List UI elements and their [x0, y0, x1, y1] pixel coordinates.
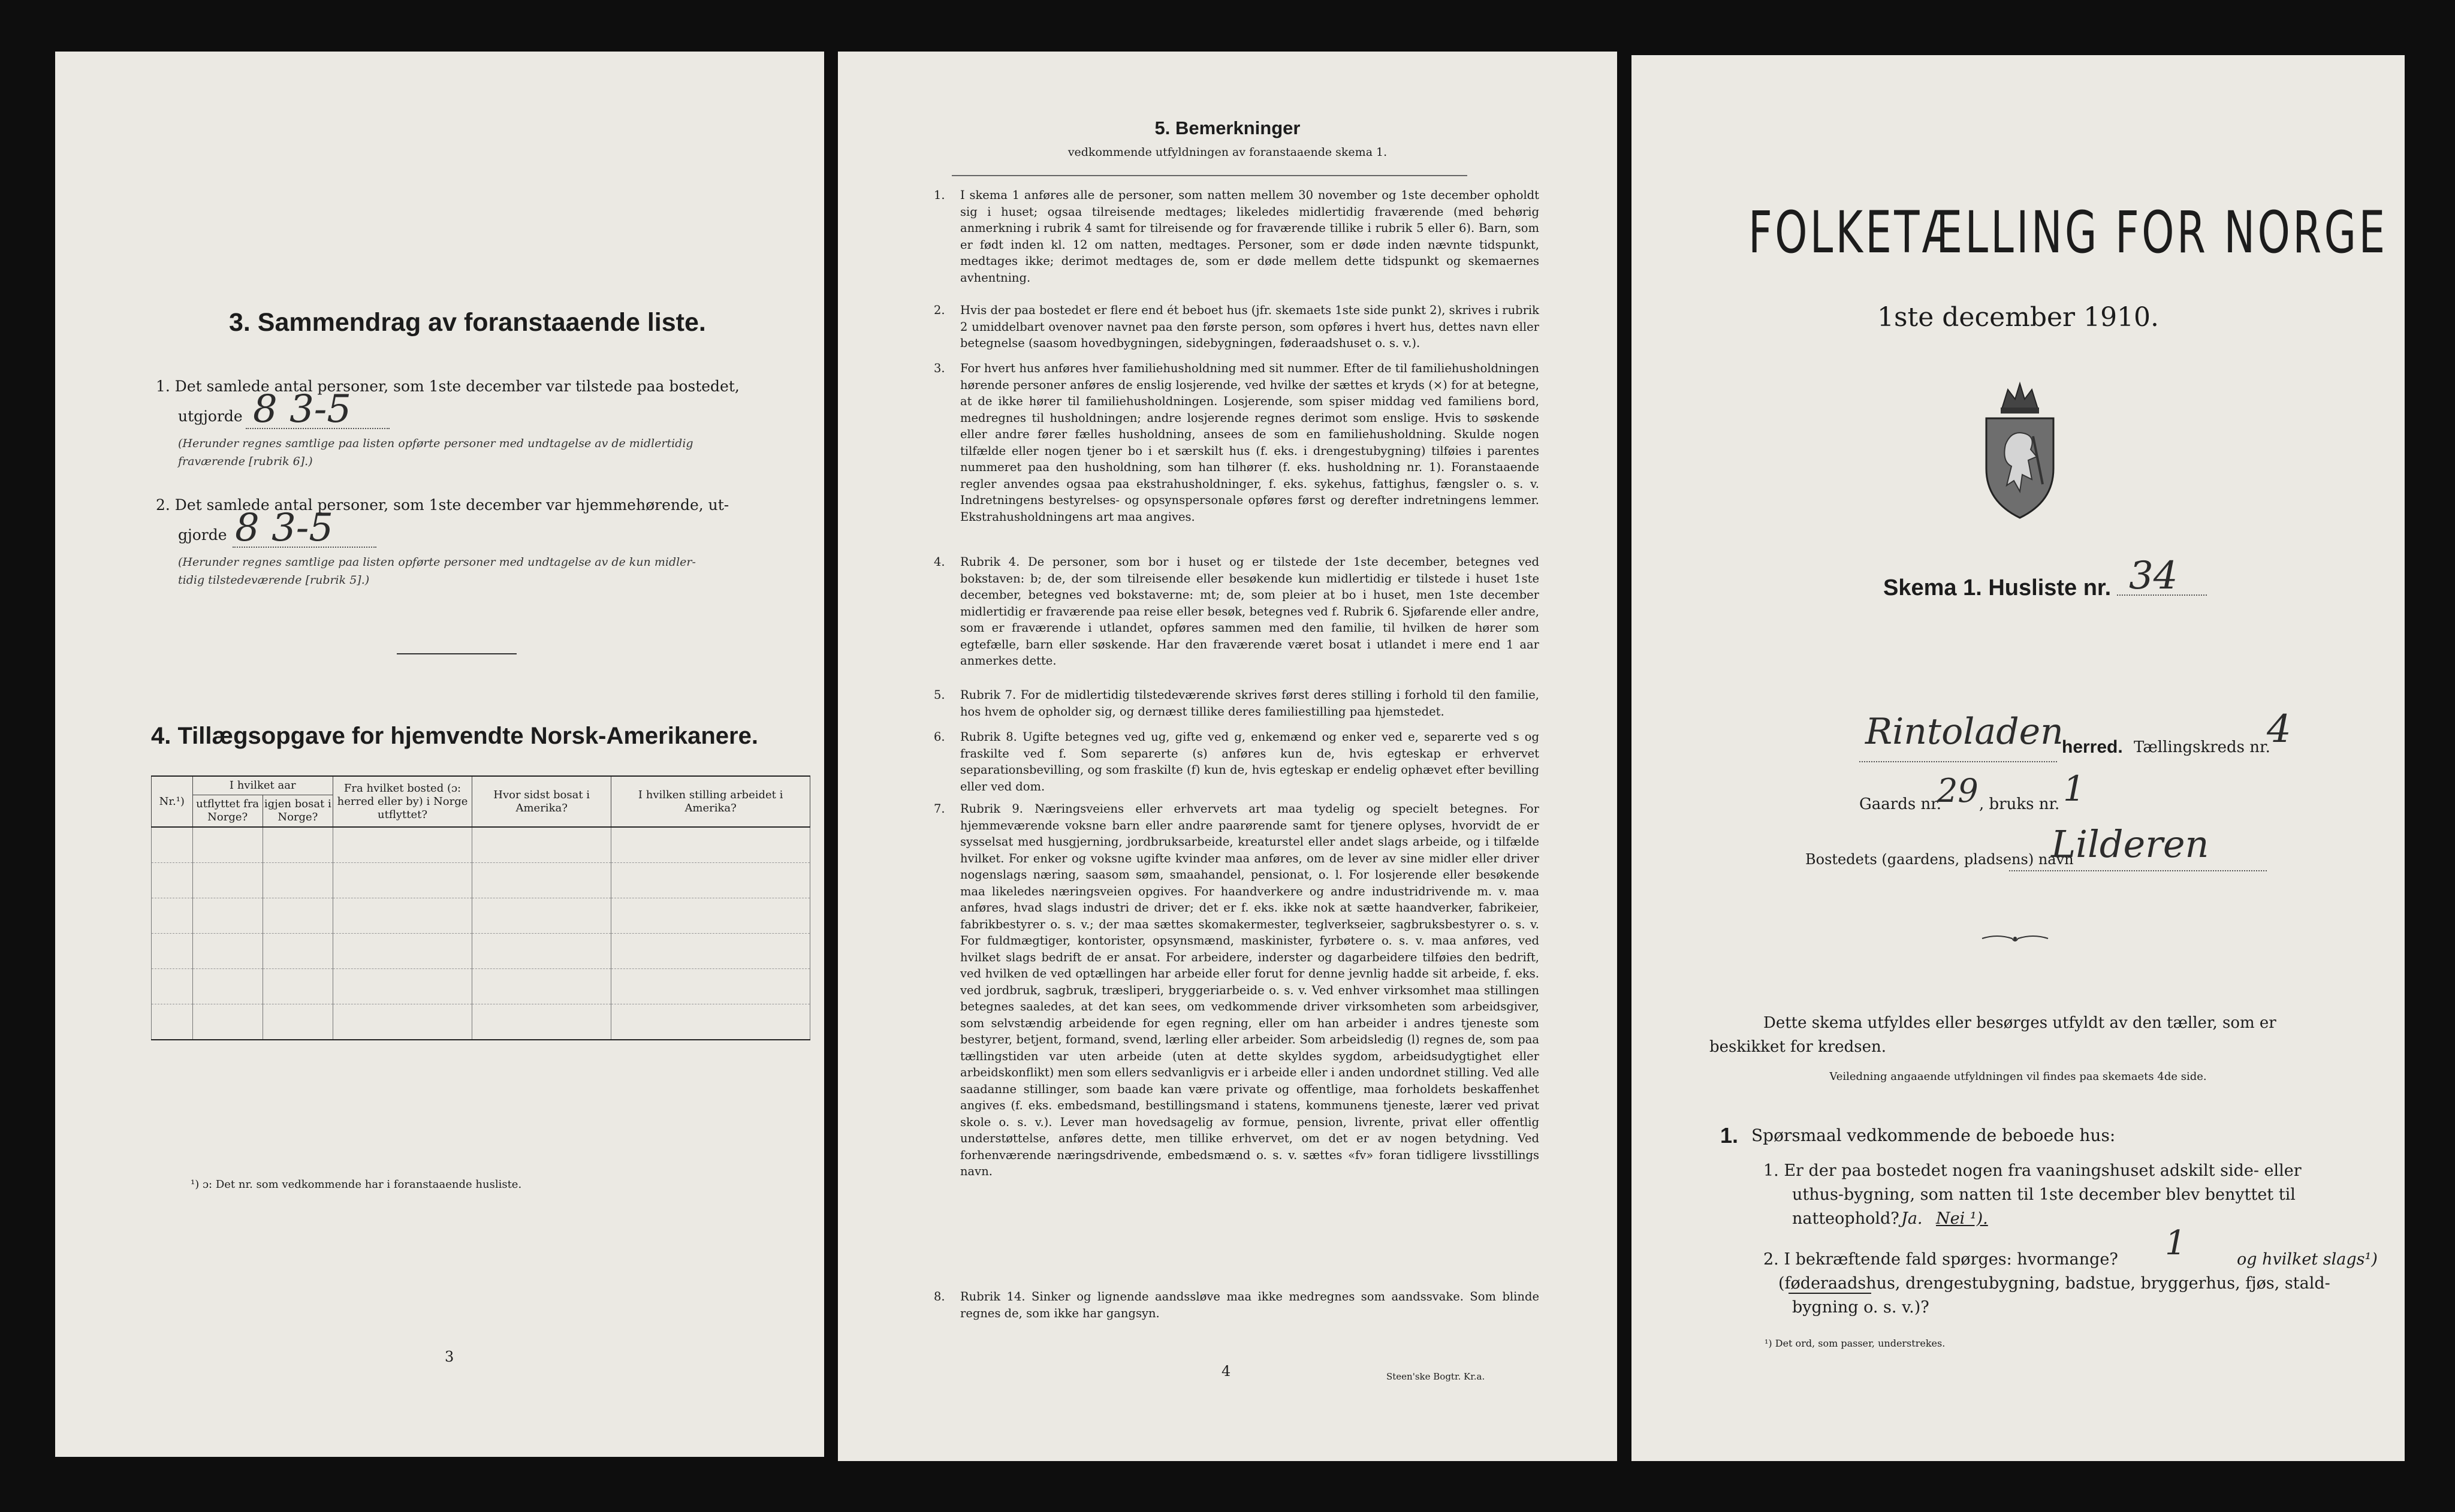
col-from-place: Fra hvilket bosted (ɔ: herred eller by) i Norge utflyttet?	[333, 776, 472, 827]
bosted-name: Lilderen	[2051, 822, 2209, 866]
kreds-number: 4	[2267, 707, 2291, 752]
remark-num: 4.	[934, 555, 945, 569]
norsk-amerikanere-table	[151, 775, 810, 1040]
remark-num: 5.	[934, 688, 945, 702]
question-2-line-2: (føderaadshus, drengestubygning, badstue, bryggerhus, fjøs, stald-	[1778, 1274, 2330, 1293]
page-3	[55, 52, 824, 1457]
question-1-line-2: uthus-bygning, som natten til 1ste december blev benyttet til	[1792, 1185, 2296, 1204]
remark-num: 3.	[934, 361, 945, 375]
remark-8	[934, 1288, 1539, 1321]
item-2-note-1: (Herunder regnes samtlige paa listen opførte personer med undtagelse av de kun midler-	[178, 556, 696, 569]
bosted-dotline	[2009, 870, 2267, 871]
remark-text: For hvert hus anføres hver familiehusholdning med sit nummer. Efter de til familiehusholdningen hørende personer anføres de enslig losjerende, ved hvilke der sættes et kryds (×) for at betegne, at de ikke hører til familiehusholdningen. Losjerende, som spiser middag ved familiens bord, medregnes til husholdningen; andre losjerende regnes derimot som enslige. Hvis to søskende eller andre fører fælles husholdning, ansees de som en familiehusholdning. Skulde nogen tilfælde eller nogen tjener bo i et særskilt hus (f. eks. i drengestubygning) tilføies i parentes nummeret paa den husholdning, som han tilhører (f. eks. husholdning nr. 1). Foranstaaende regler anvendes ogsaa paa ekstrahusholdninger, f. eks. sykehus, fattighus, fængsler o. s. v. Indretningens bestyrelses- og opsynspersonale opføres først og derefter indretningens lemmer. Ekstrahusholdningens art maa angives.	[960, 361, 1539, 524]
item-1-note-2: fraværende [rubrik 6].)	[178, 455, 313, 468]
guidance-note: Veiledning angaaende utfyldningen vil findes paa skemaets 4de side.	[1829, 1070, 2207, 1083]
bruks-number: 1	[2063, 768, 2085, 809]
remark-num: 1.	[934, 188, 945, 202]
foderaadshus-underline	[1789, 1293, 1871, 1294]
page-1	[1631, 55, 2405, 1461]
remark-1	[934, 187, 1539, 286]
bruks-label: , bruks nr.	[1979, 795, 2060, 813]
answer-ja: Ja.	[1901, 1209, 1923, 1228]
answer-nei: Nei ¹).	[1936, 1209, 1988, 1228]
col-nr: Nr.¹)	[152, 776, 193, 827]
table-row	[152, 969, 810, 1004]
question-1-line-3: natteophold?	[1792, 1209, 1899, 1228]
remark-text: I skema 1 anføres alle de personer, som natten mellem 30 november og 1ste december opholdt sig i huset; ogsaa tilreisende medtages; likeledes midlertidig fraværende (med behørig anmerkning i rubrik 4 samt for tilreisende og for fraværende tillike i rubrik 5 eller 6). Barn, som er født inden kl. 12 om natten, medtages. Personer, som er døde inden nævnte tidspunkt, medtages ikke; derimot medtages de, som er døde mellem dette tidspunkt og skemaernes avhentning.	[960, 188, 1539, 285]
page-4	[838, 52, 1617, 1461]
remark-num: 6.	[934, 730, 945, 744]
schema-label: Skema 1. Husliste nr.	[1883, 575, 2112, 600]
remark-text: Rubrik 4. De personer, som bor i huset og er tilstede der 1ste december, betegnes ved bokstaven: b; de, der som tilreisende eller besøkende kun midlertidig er tilstede i huset 1ste december, betegnes ved bokstaverne: mt; de, som pleier at bo i huset, men 1ste december midlertidig er fraværende paa reise eller besøk, betegnes ved f. Rubrik 6. Sjøfarende eller andre, som er fraværende i utlandet, opføres sammen med den familie, til hvilken de hører som egtefælle, barn eller søskende. Har den fraværende været bosat i utlandet i mere end 1 aar anmerkes dette.	[960, 555, 1539, 668]
bosted-label: Bostedets (gaardens, pladsens) navn	[1805, 851, 2074, 868]
ornament-divider-icon	[1979, 931, 2051, 946]
item-1-note-1: (Herunder regnes samtlige paa listen opførte personer med undtagelse av de midlertidig	[178, 437, 693, 450]
summary-item-2: 2. Det samlede antal personer, som 1ste december var hjemmehørende, ut-	[156, 496, 729, 514]
norwegian-coat-of-arms-icon	[1978, 379, 2062, 523]
table-row	[152, 863, 810, 898]
intro-line-2: beskikket for kredsen.	[1709, 1038, 1886, 1056]
question-2-line-3: bygning o. s. v.)?	[1792, 1298, 1929, 1317]
remark-text: Rubrik 8. Ugifte betegnes ved ug, gifte ved g, enkemænd og enker ved e, separerte ved s og fraskilte ved f. Som separerte (s) anføres kun de, hvis egteskap er erhvervet separationsbevilling, og som fraskilte (f) kun de, hvis egteskap er endelig ophævet efter bevilling eller ved dom.	[960, 730, 1539, 793]
norsk-amerikanere-heading: 4. Tillægsopgave for hjemvendte Norsk-Amerikanere.	[151, 723, 758, 749]
item-1-handwritten-count: 8 3-5	[253, 387, 352, 431]
printer-imprint: Steen'ske Bogtr. Kr.a.	[1386, 1371, 1485, 1382]
question-2-count: 1	[2165, 1224, 2186, 1263]
remark-2	[934, 302, 1539, 352]
table-row	[152, 1004, 810, 1040]
page-1-footnote: ¹) Det ord, som passer, understrekes.	[1765, 1338, 1946, 1349]
remark-text: Rubrik 7. For de midlertidig tilstedeværende skrives først deres stilling i forhold til den familie, hos hvem de opholder sig, og dernæst tillike deres familiestilling paa hjemstedet.	[960, 688, 1539, 719]
table-row	[152, 934, 810, 969]
item-2-note-2: tidig tilstedeværende [rubrik 5].)	[178, 574, 370, 587]
summary-item-2-prefix: gjorde	[178, 526, 227, 544]
main-title: FOLKETÆLLING FOR NORGE	[1748, 199, 2388, 266]
remark-num: 7.	[934, 802, 945, 816]
kreds-label: Tællingskreds nr.	[2134, 738, 2270, 756]
husliste-number: 34	[2129, 554, 2178, 598]
herred-label: herred.	[2062, 737, 2123, 757]
remark-text: Rubrik 9. Næringsveiens eller erhvervets art maa tydelig og specielt betegnes. For hjemmeværende voksne barn eller andre paarørende samt for tjenere oplyses, hvorvidt de er sysselsat med husgjerning, jordbruksarbeide, kreaturstel eller andet slags arbeide, og i tilfælde hvilket. For enker og voksne ugifte kvinder maa anføres, om de lever av sine midler eller driver nogenslags næring, saasom søm, smaahandel, pensionat, o. l. For losjerende eller besøkende maa likeledes næringsveien opgives. For haandverkere og andre industridrivende m. v. maa anføres, hvad slags industri de driver; det er f. eks. ikke nok at sætte haandverker, fabrikeier, fabrikbestyrer o. s. v.; der maa sættes skomakermester, teglverkseier, sagbruksbestyrer o. s. v. For fuldmægtiger, kontorister, opsynsmænd, maskinister, fyrbøtere o. s. v. maa anføres, ved hvilket slags bedrift de er ansat. For arbeidere, inderster og dagarbeidere tilføies den bedrift, ved hvilken de ved optællingen har arbeide eller forut for denne jevnlig hadde sit arbeide, f. eks. ved jordbruk, sagbruk, træsliperi, bryggeriarbeide o. s. v. Ved enhver virksomhet maa stillingen betegnes saaledes, at det kan sees, om vedkommende driver virksomheten som arbeidsgiver, som selvstændig arbeidende for egen regning, eller om han arbeider i andres tjeneste som bestyrer, betjent, formand, svend, lærling eller arbeider. Som arbeidsledig (l) regnes de, som paa tællingstiden var uten arbeide (uten at dette skyldes sygdom, arbeidsudygtighet eller arbeidskonflikt) men som ellers sedvanligvis er i arbeide eller i anden undordnet stilling. Ved alle saadanne stillinger, som baade kan være private og offentlige, maa forholdets beskaffenhet angives (f. eks. embedsmand, bestillingsmand i statens, kommunens tjeneste, lærer ved privat skole o. s. v.). Lever man hovedsagelig av formue, pension, livrente, privat eller offentlig understøttelse, anføres dette, men tillike erhvervet, om det er av nogen betydning. Ved forhenværende næringsdrivende, embedsmænd o. s. v. sættes «fv» foran tidligere livsstillings navn.	[960, 802, 1539, 1178]
section-divider	[397, 653, 517, 654]
remark-5	[934, 687, 1539, 720]
table-row	[152, 827, 810, 863]
col-last-america: Hvor sidst bosat i Amerika?	[472, 776, 611, 827]
remarks-rule	[952, 175, 1467, 176]
gaards-label: Gaards nr.	[1859, 795, 1942, 813]
table-footnote: ¹) ɔ: Det nr. som vedkommende har i foranstaaende husliste.	[191, 1178, 522, 1191]
col-emigrated: utflyttet fra Norge?	[192, 795, 263, 828]
page-number-3: 3	[445, 1348, 454, 1365]
remarks-subheading: vedkommende utfyldningen av foranstaaende skema 1.	[1067, 146, 1388, 159]
gaards-number: 29	[1937, 772, 1979, 810]
remark-4	[934, 554, 1539, 669]
summary-item-1-prefix: utgjorde	[178, 408, 243, 425]
col-group-year: I hvilket aar	[192, 776, 333, 795]
remark-text: Rubrik 14. Sinker og lignende aandssløve maa ikke medregnes som aandssvake. Som blinde regnes de, som ikke har gangsyn.	[960, 1290, 1539, 1320]
question-heading-number: 1.	[1720, 1123, 1739, 1148]
item-1-dotline	[246, 428, 390, 429]
col-position: I hvilken stilling arbeidet i Amerika?	[611, 776, 810, 827]
remark-text: Hvis der paa bostedet er flere end ét beboet hus (jfr. skemaets 1ste side punkt 2), skrives i rubrik 2 umiddelbart ovenover navnet paa den første person, som opføres i hvert hus, dettes navn eller betegnelse (saasom hovedbygningen, sidebygningen, føderaadshuset o. s. v.).	[960, 303, 1539, 350]
census-date: 1ste december 1910.	[1877, 302, 2160, 333]
question-heading: Spørsmaal vedkommende de beboede hus:	[1751, 1125, 2116, 1145]
question-1-line-1: 1. Er der paa bostedet nogen fra vaaningshuset adskilt side- eller	[1763, 1161, 2302, 1180]
herred-dotline	[1859, 761, 2057, 762]
remark-6	[934, 729, 1539, 795]
question-2-line-1b: og hvilket slags¹)	[2237, 1250, 2378, 1269]
item-2-handwritten-count: 8 3-5	[235, 506, 334, 550]
col-returned: igjen bosat i Norge?	[263, 795, 333, 828]
question-2-line-1: 2. I bekræftende fald spørges: hvormange?	[1763, 1250, 2118, 1269]
remark-7	[934, 801, 1539, 1180]
summary-heading: 3. Sammendrag av foranstaaende liste.	[229, 308, 706, 337]
intro-line-1: Dette skema utfyldes eller besørges utfyldt av den tæller, som er	[1763, 1014, 2276, 1032]
remark-num: 8.	[934, 1290, 945, 1303]
remark-num: 2.	[934, 303, 945, 317]
remarks-heading: 5. Bemerkninger	[1154, 117, 1301, 138]
page-number-4: 4	[1222, 1363, 1231, 1380]
table-row	[152, 898, 810, 934]
summary-item-1: 1. Det samlede antal personer, som 1ste december var tilstede paa bostedet,	[156, 378, 740, 395]
herred-name: Rintoladen	[1865, 711, 2064, 753]
item-2-dotline	[233, 547, 376, 548]
remark-3	[934, 360, 1539, 525]
